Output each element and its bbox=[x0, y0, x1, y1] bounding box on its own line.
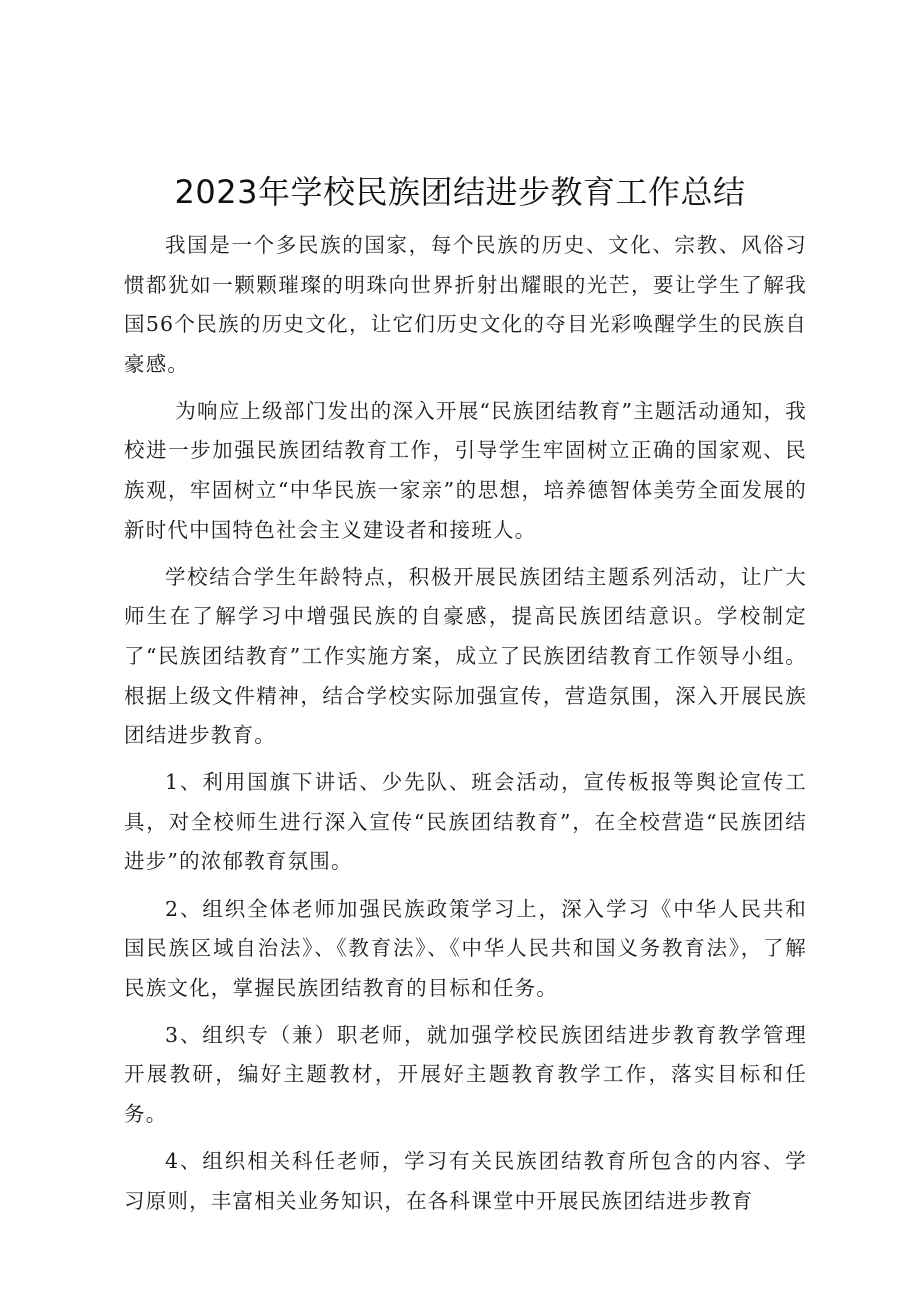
paragraph-item-4: 4、组织相关科任老师，学习有关民族团结教育所包含的内容、学习原则，丰富相关业务知识，在各科课堂中开展民族团结进步教育 bbox=[124, 1149, 807, 1213]
paragraph-response: 为响应上级部门发出的深入开展“民族团结教育”主题活动通知，我校进一步加强民族团结教育工作，引导学生牢固树立正确的国家观、民族观，牢固树立“中华民族一家亲”的思想，培养德智体美劳全面发展的新时代中国特色社会主义建设者和接班人。 bbox=[124, 398, 807, 542]
paragraph-intro: 我国是一个多民族的国家，每个民族的历史、文化、宗教、风俗习惯都犹如一颗颗璀璨的明珠向世界折射出耀眼的光芒，要让学生了解我国56个民族的历史文化，让它们历史文化的夺目光彩唤醒学生的民族自豪感。 bbox=[124, 233, 807, 376]
paragraph-item-1: 1、利用国旗下讲话、少先队、班会活动，宣传板报等舆论宣传工具，对全校师生进行深入宣传“民族团结教育”，在全校营造“民族团结进步”的浓郁教育氛围。 bbox=[124, 770, 807, 874]
paragraph-activities: 学校结合学生年龄特点，积极开展民族团结主题系列活动，让广大师生在了解学习中增强民族的自豪感，提高民族团结意识。学校制定了“民族团结教育”工作实施方案，成立了民族团结教育工作领导小组。根据上级文件精神，结合学校实际加强宣传，营造氛围，深入开展民族团结进步教育。 bbox=[124, 564, 807, 748]
document-body bbox=[124, 226, 807, 1229]
document-title: 2023年学校民族团结进步教育工作总结 bbox=[174, 173, 746, 211]
paragraph-item-2: 2、组织全体老师加强民族政策学习上，深入学习《中华人民共和国民族区域自治法》、《教育法》、《中华人民共和国义务教育法》，了解民族文化，掌握民族团结教育的目标和任务。 bbox=[124, 896, 807, 1000]
paragraph-item-3: 3、组织专（兼）职老师，就加强学校民族团结进步教育教学管理开展教研，编好主题教材，开展好主题教育教学工作，落实目标和任务。 bbox=[124, 1022, 807, 1126]
